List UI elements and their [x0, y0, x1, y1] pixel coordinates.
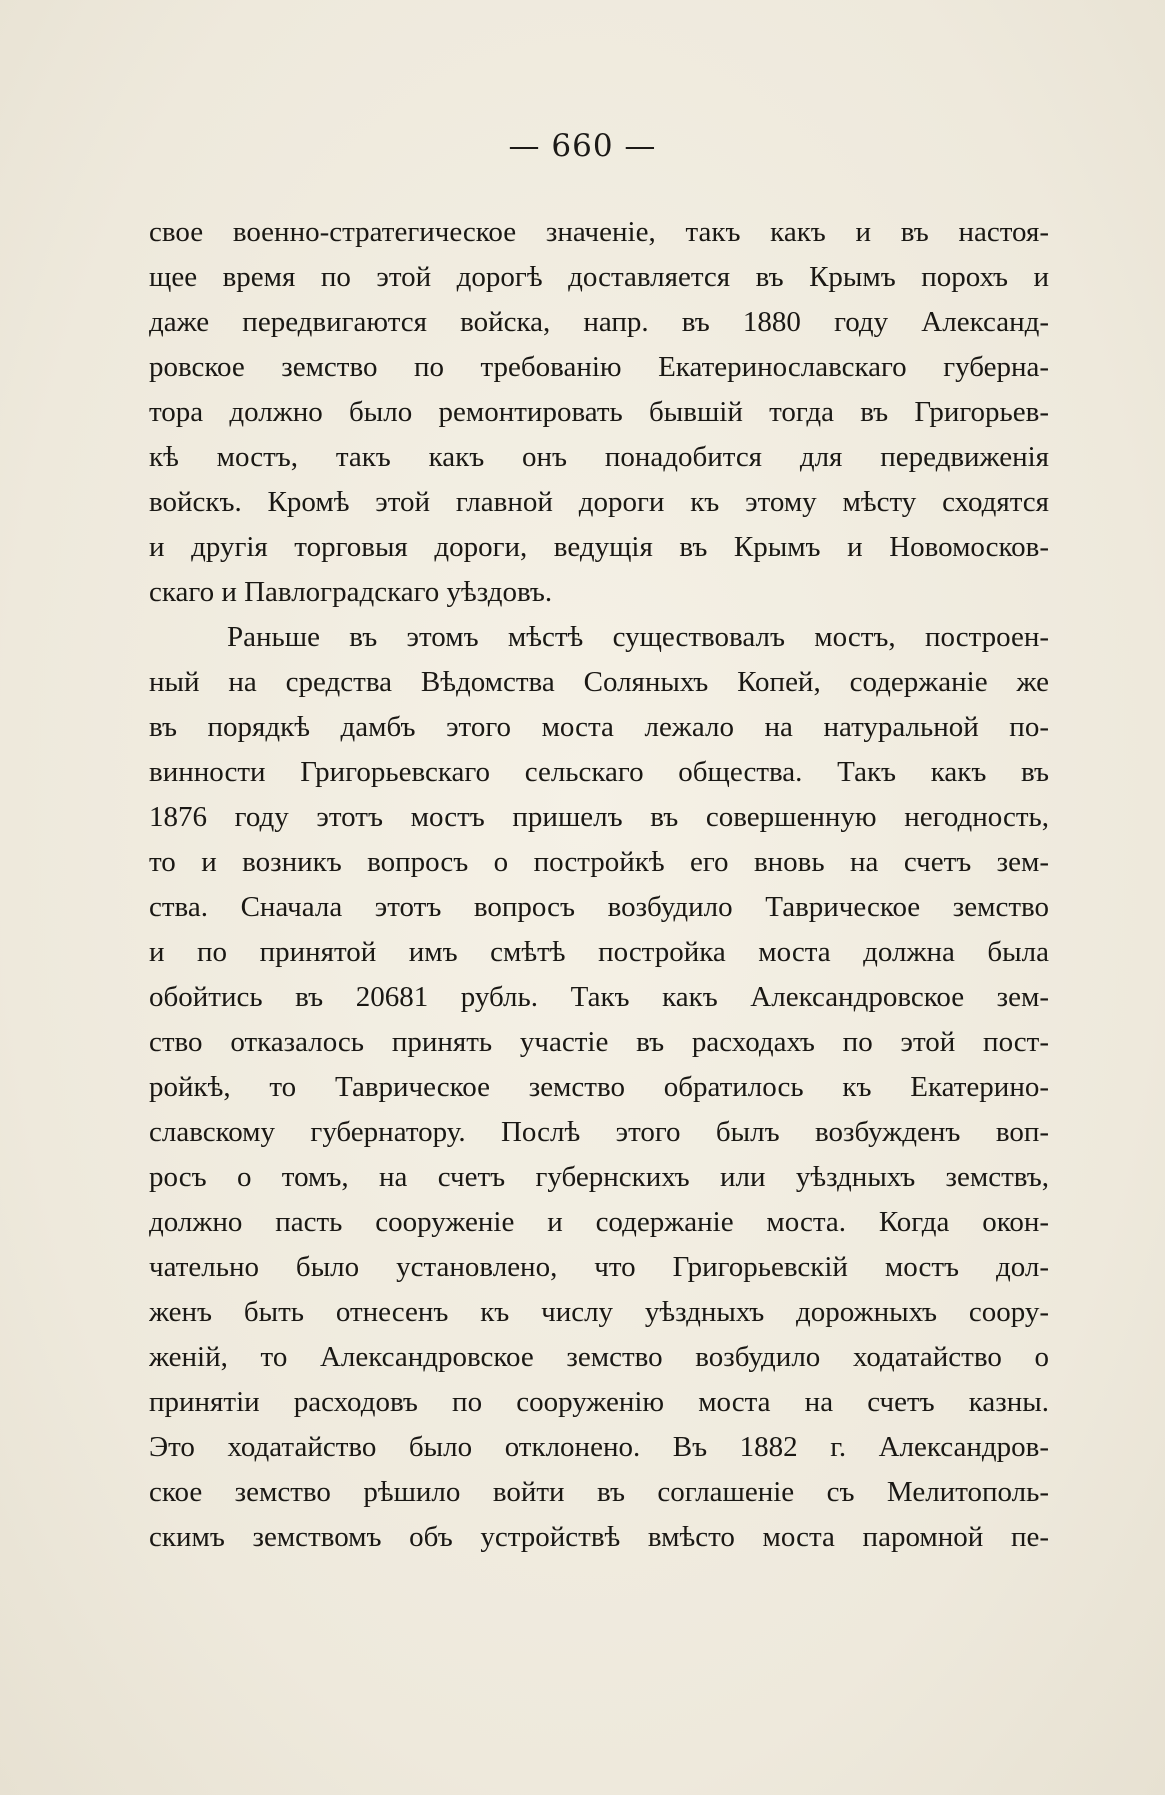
text-line: ское земство рѣшило войти въ соглашеніе съ Мелитополь- [149, 1476, 1049, 1508]
text-line: женъ быть отнесенъ къ числу уѣздныхъ дорожныхъ соору- [149, 1296, 1049, 1328]
text-line: скаго и Павлоградскаго уѣздовъ. [149, 576, 553, 608]
body-text [149, 210, 1049, 1560]
text-line: тора должно было ремонтировать бывшій тогда въ Григорьев- [149, 396, 1049, 428]
page-number: — 660 — [508, 128, 657, 164]
text-line: славскому губернатору. Послѣ этого былъ возбужденъ воп- [149, 1116, 1049, 1148]
text-line: Это ходатайство было отклонено. Въ 1882 г. Александров- [149, 1431, 1049, 1463]
text-line: войскъ. Кромѣ этой главной дороги къ этому мѣсту сходятся [149, 486, 1049, 518]
paragraph [149, 615, 1049, 1560]
text-line: ровское земство по требованію Екатеринославскаго губерна- [149, 351, 1049, 383]
text-line: въ порядкѣ дамбъ этого моста лежало на натуральной по- [149, 711, 1049, 743]
text-line: то и возникъ вопросъ о постройкѣ его вновь на счетъ зем- [149, 846, 1049, 878]
paragraph [149, 210, 1049, 615]
text-line: женій, то Александровское земство возбудило ходатайство о [149, 1341, 1049, 1373]
text-line: ство отказалось принять участіе въ расходахъ по этой пост- [149, 1026, 1049, 1058]
text-line: щее время по этой дорогѣ доставляется въ Крымъ порохъ и [149, 261, 1049, 293]
text-line: ства. Сначала этотъ вопросъ возбудило Таврическое земство [149, 891, 1049, 923]
text-line: чательно было установлено, что Григорьевскій мостъ дол- [149, 1251, 1049, 1283]
text-line: свое военно-стратегическое значеніе, такъ какъ и въ настоя- [149, 216, 1049, 248]
text-line: и по принятой имъ смѣтѣ постройка моста должна была [149, 936, 1049, 968]
text-line: и другія торговыя дороги, ведущія въ Крымъ и Новомосков- [149, 531, 1049, 563]
text-line: 1876 году этотъ мостъ пришелъ въ совершенную негодность, [149, 801, 1049, 833]
text-line: даже передвигаются войска, напр. въ 1880 году Александ- [149, 306, 1049, 338]
text-line: принятіи расходовъ по сооруженію моста на счетъ казны. [149, 1386, 1049, 1418]
text-line: обойтись въ 20681 рубль. Такъ какъ Александровское зем- [149, 981, 1049, 1013]
text-line: ный на средства Вѣдомства Соляныхъ Копей, содержаніе же [149, 666, 1049, 698]
text-line: должно пасть сооруженіе и содержаніе моста. Когда окон- [149, 1206, 1049, 1238]
text-line: скимъ земствомъ объ устройствѣ вмѣсто моста паромной пе- [149, 1521, 1049, 1553]
text-line: винности Григорьевскаго сельскаго общества. Такъ какъ въ [149, 756, 1049, 788]
text-line: Раньше въ этомъ мѣстѣ существовалъ мостъ, построен- [227, 621, 1049, 653]
text-line: росъ о томъ, на счетъ губернскихъ или уѣздныхъ земствъ, [149, 1161, 1049, 1193]
text-line: кѣ мостъ, такъ какъ онъ понадобится для передвиженія [149, 441, 1049, 473]
text-line: ройкѣ, то Таврическое земство обратилось къ Екатерино- [149, 1071, 1049, 1103]
